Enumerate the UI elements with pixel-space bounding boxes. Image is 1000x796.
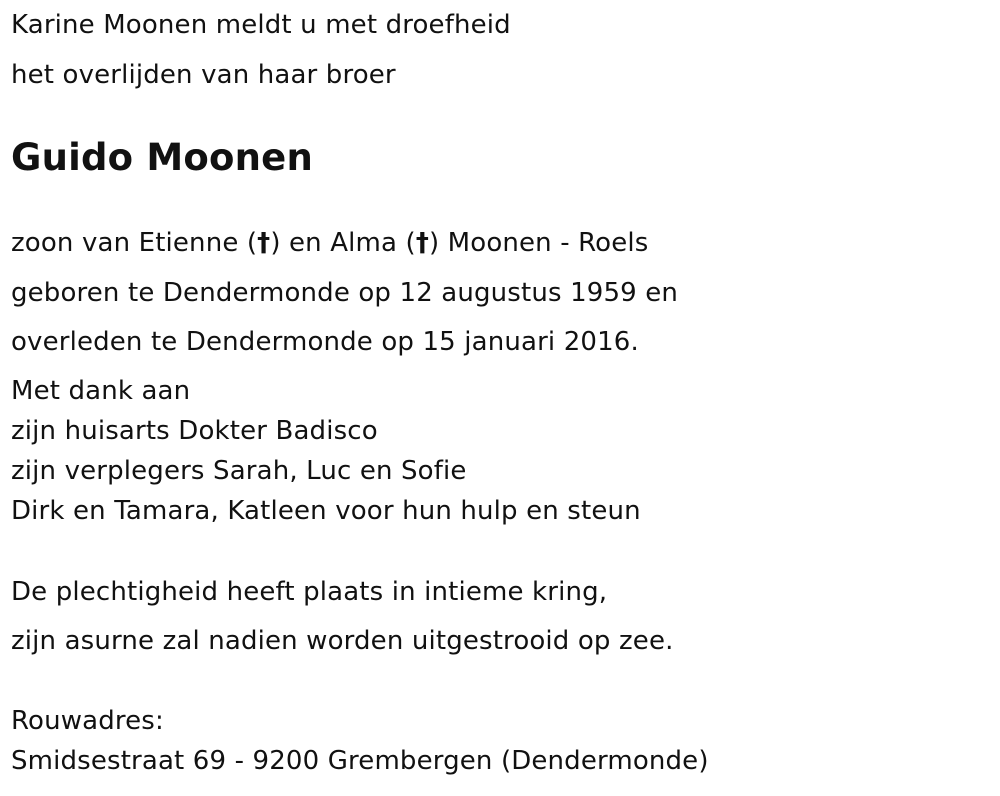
deceased-name: Guido Moonen [11,136,314,179]
address-label: Rouwadres: [11,706,164,736]
intro-line-1: Karine Moonen meldt u met droefheid [11,10,511,40]
death-line: overleden te Dendermonde op 15 januari 2016. [11,327,639,357]
intro-line-2: het overlijden van haar broer [11,60,396,90]
thanks-heading: Met dank aan [11,376,191,406]
address-value: Smidsestraat 69 - 9200 Grembergen (Dendermonde) [11,746,709,776]
cross-icon: † [415,228,429,258]
birth-line: geboren te Dendermonde op 12 augustus 1959 en [11,278,679,308]
parents-middle: ) en Alma ( [270,228,416,258]
cross-icon: † [257,228,271,258]
parents-line [11,227,648,259]
thanks-line-2: zijn verplegers Sarah, Luc en Sofie [11,456,467,486]
parents-prefix: zoon van Etienne ( [11,228,258,258]
thanks-line-3: Dirk en Tamara, Katleen voor hun hulp en steun [11,496,641,526]
ceremony-line-2: zijn asurne zal nadien worden uitgestrooid op zee. [11,626,674,656]
thanks-line-1: zijn huisarts Dokter Badisco [11,416,378,446]
ceremony-line-1: De plechtigheid heeft plaats in intieme kring, [11,577,608,607]
parents-suffix: ) Moonen - Roels [428,228,649,258]
